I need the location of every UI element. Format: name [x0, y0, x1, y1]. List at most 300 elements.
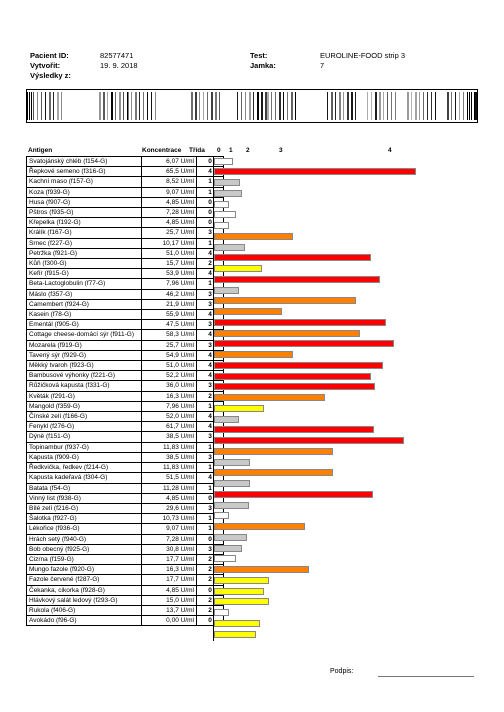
strip-band	[151, 92, 152, 120]
cell-antigen: Kůň (f300-G)	[27, 259, 142, 269]
concentration-bar	[214, 491, 373, 498]
strip-band	[331, 92, 333, 120]
test-label: Test:	[250, 51, 268, 60]
strip-band	[107, 92, 108, 120]
concentration-bar	[214, 545, 242, 552]
cell-antigen: Křepelka (f192-G)	[27, 218, 142, 228]
table-row	[27, 320, 224, 330]
strip-band	[45, 92, 46, 120]
table-row	[27, 371, 224, 381]
strip-band	[191, 92, 193, 120]
strip-band	[411, 92, 412, 120]
strip-band	[335, 92, 336, 120]
cell-cls: 1	[197, 177, 224, 187]
table-row	[27, 412, 224, 422]
cell-conc: 38,5 U/ml	[142, 432, 197, 442]
strip-band	[291, 92, 293, 120]
results-row	[30, 71, 71, 80]
strip-band	[29, 92, 30, 120]
cell-antigen: Čekanka, cikorka (f928-G)	[27, 585, 142, 595]
strip-band	[435, 92, 436, 120]
table-row	[27, 432, 224, 442]
cell-antigen: Beta-Lactoglobulin (f77-G)	[27, 279, 142, 289]
strip-band	[459, 92, 460, 120]
cell-cls: 1	[197, 483, 224, 493]
table-row	[27, 483, 224, 493]
cell-antigen: Mangold (f359-G)	[27, 401, 142, 411]
cell-conc: 7,28 U/ml	[142, 534, 197, 544]
strip-band	[283, 92, 284, 120]
strip-band	[267, 92, 269, 120]
cell-conc: 52,2 U/ml	[142, 371, 197, 381]
cell-conc: 9,07 U/ml	[142, 187, 197, 197]
table-row	[27, 503, 224, 513]
cell-antigen: Bob obecný (f925-G)	[27, 544, 142, 554]
table-row	[27, 248, 224, 258]
cell-conc: 21,9 U/ml	[142, 299, 197, 309]
strip-band	[379, 92, 381, 120]
cell-cls: 2	[197, 575, 224, 585]
strip-band	[419, 92, 420, 120]
created-value: 19. 9. 2018	[100, 61, 138, 70]
cell-cls: 0	[197, 218, 224, 228]
concentration-bar	[214, 244, 245, 251]
strip-band	[477, 92, 478, 120]
concentration-bar	[214, 523, 305, 530]
concentration-bar	[214, 469, 333, 476]
table-row	[27, 585, 224, 595]
cell-cls: 4	[197, 422, 224, 432]
signature-line[interactable]	[378, 676, 474, 677]
strip-band	[447, 92, 449, 120]
patient-id-row	[30, 51, 69, 60]
cell-cls: 4	[197, 371, 224, 381]
cell-cls: 2	[197, 605, 224, 615]
table-row	[27, 401, 224, 411]
table-row	[27, 534, 224, 544]
strip-band	[119, 92, 121, 120]
scale-label-2: 2	[246, 147, 250, 154]
strip-band	[127, 92, 128, 120]
concentration-bar	[214, 437, 404, 444]
strip-band	[474, 92, 475, 120]
table-row	[27, 157, 224, 167]
cell-antigen: Králík (f167-G)	[27, 228, 142, 238]
table-row	[27, 197, 224, 207]
concentration-bar	[214, 480, 250, 487]
cell-cls: 1	[197, 463, 224, 473]
header-concentration: Koncentrace	[142, 147, 182, 154]
concentration-bar	[214, 211, 236, 218]
cell-antigen: Kefír (f915-G)	[27, 269, 142, 279]
table-row	[27, 565, 224, 575]
concentration-bar	[214, 319, 386, 326]
strip-band	[327, 92, 328, 120]
strip-band	[455, 92, 456, 120]
table-row	[27, 544, 224, 554]
cell-cls: 4	[197, 167, 224, 177]
cell-conc: 58,3 U/ml	[142, 330, 197, 340]
cell-antigen: Srnec (f227-G)	[27, 238, 142, 248]
strip-band	[469, 92, 470, 120]
cell-conc: 25,7 U/ml	[142, 340, 197, 350]
scale-label-0: 0	[217, 147, 221, 154]
strip-band	[275, 92, 276, 120]
cell-antigen: Topinambur (f937-G)	[27, 442, 142, 452]
cell-conc: 47,5 U/ml	[142, 320, 197, 330]
strip-band	[351, 92, 353, 120]
strip-band	[287, 92, 288, 120]
strip-band	[195, 92, 197, 120]
concentration-bar	[214, 609, 229, 616]
cell-conc: 4,85 U/ml	[142, 218, 197, 228]
table-row	[27, 187, 224, 197]
strip-band	[391, 92, 392, 120]
cell-antigen: Hrách setý (f940-G)	[27, 534, 142, 544]
cell-cls: 0	[197, 616, 224, 626]
concentration-bar	[214, 620, 260, 627]
cell-antigen: Pštros (f935-G)	[27, 208, 142, 218]
cell-antigen: Fazole červené (f287-G)	[27, 575, 142, 585]
cell-conc: 13,7 U/ml	[142, 605, 197, 615]
cell-antigen: Batata (f54-G)	[27, 483, 142, 493]
cell-cls: 3	[197, 228, 224, 238]
table-row	[27, 442, 224, 452]
strip-band	[57, 92, 59, 120]
strip-band	[135, 92, 137, 120]
concentration-bar	[214, 566, 309, 573]
cell-conc: 4,85 U/ml	[142, 493, 197, 503]
cell-conc: 55,9 U/ml	[142, 310, 197, 320]
cell-conc: 11,83 U/ml	[142, 442, 197, 452]
strip-band	[343, 92, 344, 120]
cell-cls: 3	[197, 299, 224, 309]
cell-conc: 30,8 U/ml	[142, 544, 197, 554]
concentration-bar	[214, 577, 269, 584]
cell-cls: 0	[197, 197, 224, 207]
cell-cls: 1	[197, 401, 224, 411]
strip-band	[271, 92, 272, 120]
cell-conc: 9,07 U/ml	[142, 524, 197, 534]
cell-antigen: Kapusta kadeřavá (f304-G)	[27, 473, 142, 483]
cell-cls: 1	[197, 524, 224, 534]
cell-antigen: Avokádo (f96-G)	[27, 616, 142, 626]
table-row	[27, 218, 224, 228]
cell-antigen: Cottage cheese-domácí sýr (f911-G)	[27, 330, 142, 340]
table-row	[27, 330, 224, 340]
cell-antigen: Vinný list (f938-G)	[27, 493, 142, 503]
table-row	[27, 238, 224, 248]
cell-antigen: Dýně (f151-G)	[27, 432, 142, 442]
results-table	[26, 156, 224, 626]
cell-conc: 54,9 U/ml	[142, 350, 197, 360]
strip-band	[219, 92, 220, 120]
table-row	[27, 350, 224, 360]
strip-band	[415, 92, 417, 120]
cell-conc: 51,0 U/ml	[142, 361, 197, 371]
concentration-bar	[214, 158, 233, 165]
table-row	[27, 340, 224, 350]
test-value: EUROLINE-FOOD strip 3	[320, 51, 406, 60]
strip-band	[123, 92, 124, 120]
strip-band	[155, 92, 156, 120]
concentration-bar	[214, 276, 380, 283]
cell-conc: 38,5 U/ml	[142, 452, 197, 462]
cell-cls: 3	[197, 503, 224, 513]
cell-antigen: Máslo (f357-G)	[27, 289, 142, 299]
strip-band	[427, 92, 428, 120]
cell-antigen: Mozarela (f919-G)	[27, 340, 142, 350]
cell-conc: 7,96 U/ml	[142, 279, 197, 289]
header-class: Třída	[189, 147, 205, 154]
strip-band	[387, 92, 388, 120]
cell-conc: 17,7 U/ml	[142, 575, 197, 585]
cell-antigen: Petržka (f921-G)	[27, 248, 142, 258]
cell-cls: 4	[197, 412, 224, 422]
cell-antigen: Husa (f907-G)	[27, 197, 142, 207]
concentration-bar	[214, 416, 239, 423]
cell-antigen: Řepkové semeno (f316-G)	[27, 167, 142, 177]
cell-cls: 4	[197, 473, 224, 483]
strip-band	[467, 92, 468, 120]
strip-band	[103, 92, 105, 120]
concentration-bar	[214, 394, 325, 401]
concentration-bar	[214, 534, 247, 541]
strip-band	[279, 92, 281, 120]
cell-cls: 4	[197, 330, 224, 340]
cell-conc: 25,7 U/ml	[142, 228, 197, 238]
cell-conc: 51,0 U/ml	[142, 248, 197, 258]
strip-band	[241, 92, 242, 120]
well-value: 7	[320, 61, 325, 70]
strip-band	[115, 92, 116, 120]
concentration-bar	[214, 405, 264, 412]
cell-conc: 7,96 U/ml	[142, 401, 197, 411]
cell-cls: 3	[197, 320, 224, 330]
strip-band	[375, 92, 377, 120]
concentration-bar	[214, 201, 229, 208]
table-row	[27, 391, 224, 401]
strip-band	[147, 92, 148, 120]
cell-cls: 3	[197, 381, 224, 391]
table-row	[27, 310, 224, 320]
cell-antigen: Šalotka (f927-G)	[27, 514, 142, 524]
table-row	[27, 269, 224, 279]
concentration-bar	[214, 308, 282, 315]
strip-band	[215, 92, 217, 120]
created-label: Vytvořit:	[30, 61, 61, 70]
table-row	[27, 524, 224, 534]
strip-band	[253, 92, 254, 120]
cell-cls: 2	[197, 565, 224, 575]
table-row	[27, 514, 224, 524]
well-label: Jamka:	[250, 61, 276, 70]
strip-band	[37, 92, 38, 120]
strip-band	[261, 92, 263, 120]
strip-band	[295, 92, 296, 120]
cell-cls: 0	[197, 585, 224, 595]
strip-band	[237, 92, 238, 120]
created-row	[30, 61, 60, 70]
strip-band	[347, 92, 349, 120]
concentration-bar	[214, 426, 374, 433]
cell-cls: 2	[197, 595, 224, 605]
concentration-bar	[214, 297, 356, 304]
cell-conc: 65,5 U/ml	[142, 167, 197, 177]
cell-cls: 3	[197, 452, 224, 462]
table-row	[27, 289, 224, 299]
strip-band	[53, 92, 54, 120]
strip-band	[131, 92, 132, 120]
table-row	[27, 228, 224, 238]
strip-band	[33, 92, 34, 120]
cell-conc: 7,28 U/ml	[142, 208, 197, 218]
cell-antigen: Kasein (f78-G)	[27, 310, 142, 320]
cell-conc: 36,0 U/ml	[142, 381, 197, 391]
table-row	[27, 463, 224, 473]
strip-band	[431, 92, 432, 120]
cell-conc: 17,7 U/ml	[142, 554, 197, 564]
test-row	[250, 51, 267, 60]
cell-conc: 11,28 U/ml	[142, 483, 197, 493]
strip-band	[339, 92, 341, 120]
signature-label: Podpis:	[330, 668, 354, 675]
strip-band	[31, 92, 32, 120]
cell-conc: 16,3 U/ml	[142, 391, 197, 401]
concentration-bar	[214, 190, 242, 197]
cell-antigen: Camembert (f924-G)	[27, 299, 142, 309]
concentration-bar	[214, 631, 256, 638]
patient-id-label: Pacient ID:	[30, 51, 69, 60]
cell-antigen: Růžičková kapusta (f331-G)	[27, 381, 142, 391]
cell-conc: 6,07 U/ml	[142, 157, 197, 167]
cell-antigen: Koza (f939-G)	[27, 187, 142, 197]
strip-band	[423, 92, 424, 120]
scale-label-3: 3	[279, 147, 283, 154]
strip-band	[199, 92, 200, 120]
cell-cls: 1	[197, 442, 224, 452]
cell-conc: 4,85 U/ml	[142, 197, 197, 207]
table-row	[27, 452, 224, 462]
table-row	[27, 299, 224, 309]
concentration-bar	[214, 351, 293, 358]
cell-conc: 10,17 U/ml	[142, 238, 197, 248]
table-row	[27, 177, 224, 187]
concentration-bar	[214, 502, 249, 509]
concentration-bar	[214, 330, 360, 337]
table-row	[27, 554, 224, 564]
concentration-bar	[214, 555, 236, 562]
cell-cls: 2	[197, 259, 224, 269]
table-row	[27, 422, 224, 432]
concentration-bar	[214, 448, 333, 455]
cell-cls: 0	[197, 157, 224, 167]
strip-band	[355, 92, 356, 120]
cell-antigen: Tavený sýr (f929-G)	[27, 350, 142, 360]
cell-cls: 4	[197, 350, 224, 360]
header-antigen: Antigen	[28, 147, 53, 154]
cell-cls: 3	[197, 289, 224, 299]
scale-label-1: 1	[229, 147, 233, 154]
patient-id-value: 82577471	[100, 51, 134, 60]
cell-antigen: Lékořice (f936-G)	[27, 524, 142, 534]
strip-band	[407, 92, 409, 120]
table-row	[27, 575, 224, 585]
cell-antigen: Ementál (f905-G)	[27, 320, 142, 330]
concentration-bar	[214, 383, 375, 390]
table-row	[27, 279, 224, 289]
strip-band	[27, 92, 28, 120]
cell-cls: 1	[197, 238, 224, 248]
results-label: Výsledky z:	[30, 71, 71, 80]
strip-band	[451, 92, 452, 120]
cell-antigen: Kachní maso (f157-G)	[27, 177, 142, 187]
cell-cls: 3	[197, 340, 224, 350]
table-row	[27, 595, 224, 605]
concentration-bar	[214, 233, 293, 240]
strip-band	[203, 92, 204, 120]
table-row	[27, 361, 224, 371]
concentration-bar	[214, 287, 239, 294]
cell-cls: 0	[197, 493, 224, 503]
cell-cls: 4	[197, 310, 224, 320]
strip-band	[111, 92, 113, 120]
cell-antigen: Fenykl (f276-G)	[27, 422, 142, 432]
cell-cls: 4	[197, 269, 224, 279]
strip-band	[143, 92, 144, 120]
strip-band	[207, 92, 208, 120]
concentration-bars	[213, 146, 478, 641]
strip-band	[371, 92, 372, 120]
cell-conc: 29,6 U/ml	[142, 503, 197, 513]
cell-conc: 4,85 U/ml	[142, 585, 197, 595]
cell-conc: 16,3 U/ml	[142, 565, 197, 575]
strip-band	[463, 92, 464, 120]
strip-band	[257, 92, 259, 120]
strip-scan-image	[26, 89, 478, 123]
strip-band	[395, 92, 396, 120]
concentration-bar	[214, 362, 383, 369]
table-row	[27, 381, 224, 391]
strip-band	[367, 92, 368, 120]
cell-cls: 1	[197, 514, 224, 524]
strip-band	[245, 92, 246, 120]
table-row	[27, 259, 224, 269]
cell-conc: 11,83 U/ml	[142, 463, 197, 473]
strip-band	[139, 92, 140, 120]
cell-conc: 51,5 U/ml	[142, 473, 197, 483]
cell-conc: 10,73 U/ml	[142, 514, 197, 524]
cell-cls: 3	[197, 544, 224, 554]
cell-antigen: Bílé zelí (f216-G)	[27, 503, 142, 513]
cell-conc: 52,0 U/ml	[142, 412, 197, 422]
cell-antigen: Bambusové výhonky (f221-G)	[27, 371, 142, 381]
cell-antigen: Svatojánský chléb (f154-G)	[27, 157, 142, 167]
cell-cls: 2	[197, 391, 224, 401]
concentration-bar	[214, 179, 240, 186]
table-row	[27, 473, 224, 483]
cell-cls: 3	[197, 432, 224, 442]
cell-cls: 2	[197, 554, 224, 564]
strip-band	[49, 92, 51, 120]
table-row	[27, 616, 224, 626]
cell-antigen: Rukola (f406-G)	[27, 605, 142, 615]
cell-conc: 8,52 U/ml	[142, 177, 197, 187]
concentration-bar	[214, 459, 250, 466]
cell-conc: 46,2 U/ml	[142, 289, 197, 299]
concentration-bar	[214, 373, 371, 380]
concentration-bar	[214, 598, 269, 605]
